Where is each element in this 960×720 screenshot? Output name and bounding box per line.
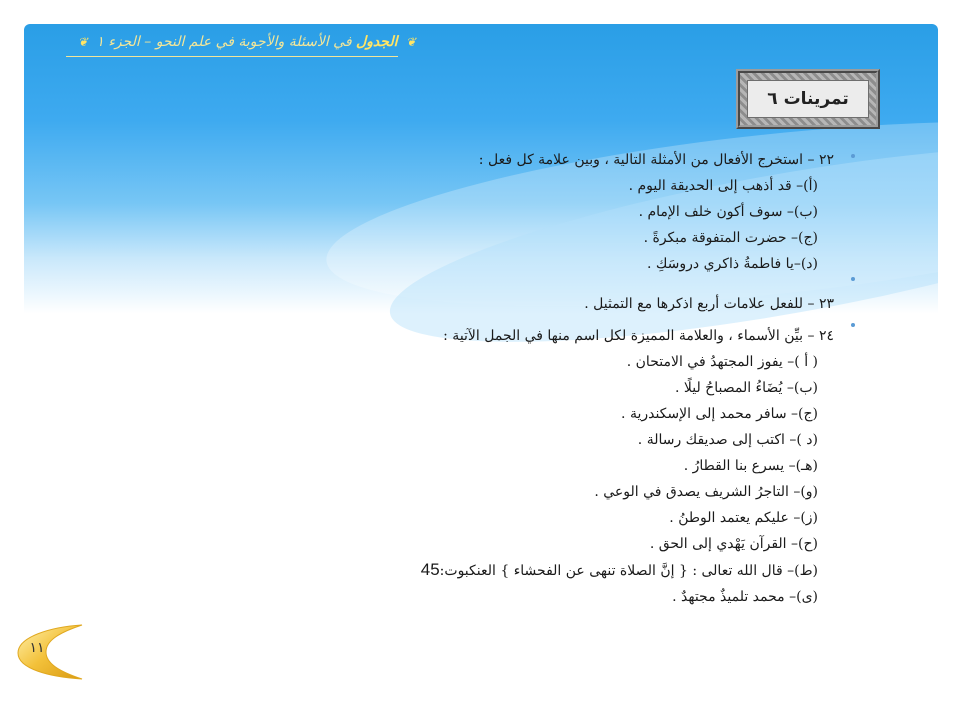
list-item: (د)–يا فاطمةُ ذاكري دروسَكِ . bbox=[646, 256, 818, 272]
list-item: (ج)– سافر محمد إلى الإسكندرية . bbox=[621, 406, 818, 422]
verse-reference: 45 bbox=[420, 560, 440, 579]
list-item: (و)– التاجرُ الشريف يصدق في الوعي . bbox=[594, 484, 818, 500]
header-underline bbox=[66, 56, 398, 57]
header-title: في الأسئلة والأجوبة في علم النحو – الجزء ١ bbox=[96, 34, 352, 50]
list-item: (ب)– يُضَاءُ المصباحُ ليلًا . bbox=[674, 380, 818, 396]
quran-verse: (ط)– قال الله تعالى : { إنَّ الصلاة تنهى عن الفحشاء } العنكبوت: bbox=[439, 563, 818, 579]
exercise-22-prompt: ٢٢ – استخرج الأفعال من الأمثلة التالية ، وبين علامة كل فعل : bbox=[478, 152, 834, 168]
bullet-icon bbox=[851, 323, 855, 327]
exercise-content bbox=[154, 147, 834, 610]
list-item: (ح)– القرآن يَهْدي إلى الحق . bbox=[649, 536, 818, 552]
page-number: ١١ bbox=[29, 640, 45, 656]
list-item: (د )– اكتب إلى صديقك رسالة . bbox=[637, 432, 818, 448]
exercise-24-prompt: ٢٤ – بيِّن الأسماء ، والعلامة المميزة لكل اسم منها في الجمل الآتية : bbox=[443, 328, 834, 344]
book-title-header bbox=[40, 34, 420, 50]
fleuron-icon: ❦ bbox=[405, 35, 416, 49]
list-item: (ج)– حضرت المتفوقة مبكرةً . bbox=[643, 230, 818, 246]
list-item: ( أ )– يفوز المجتهدُ في الامتحان . bbox=[626, 354, 818, 370]
bullet-icon bbox=[851, 154, 855, 158]
list-item bbox=[154, 557, 834, 584]
slide-title: تمرينات ٦ bbox=[747, 80, 869, 118]
fleuron-icon: ❦ bbox=[77, 35, 88, 49]
list-item: (ى)– محمد تلميذٌ مجتهدٌ . bbox=[672, 589, 818, 605]
list-item: (هـ)– يسرع بنا القطارُ . bbox=[683, 458, 818, 474]
exercise-23-prompt: ٢٣ – للفعل علامات أربع اذكرها مع التمثيل . bbox=[584, 296, 834, 312]
list-item: (ز)– عليكم يعتمد الوطنُ . bbox=[669, 510, 818, 526]
list-item: (أ)– قد أذهب إلى الحديقة اليوم . bbox=[628, 178, 818, 194]
bullet-icon bbox=[851, 277, 855, 281]
list-item: (ب)– سوف أكون خلف الإمام . bbox=[638, 204, 818, 220]
title-frame bbox=[736, 69, 880, 129]
header-brand: الجدول bbox=[356, 34, 398, 50]
